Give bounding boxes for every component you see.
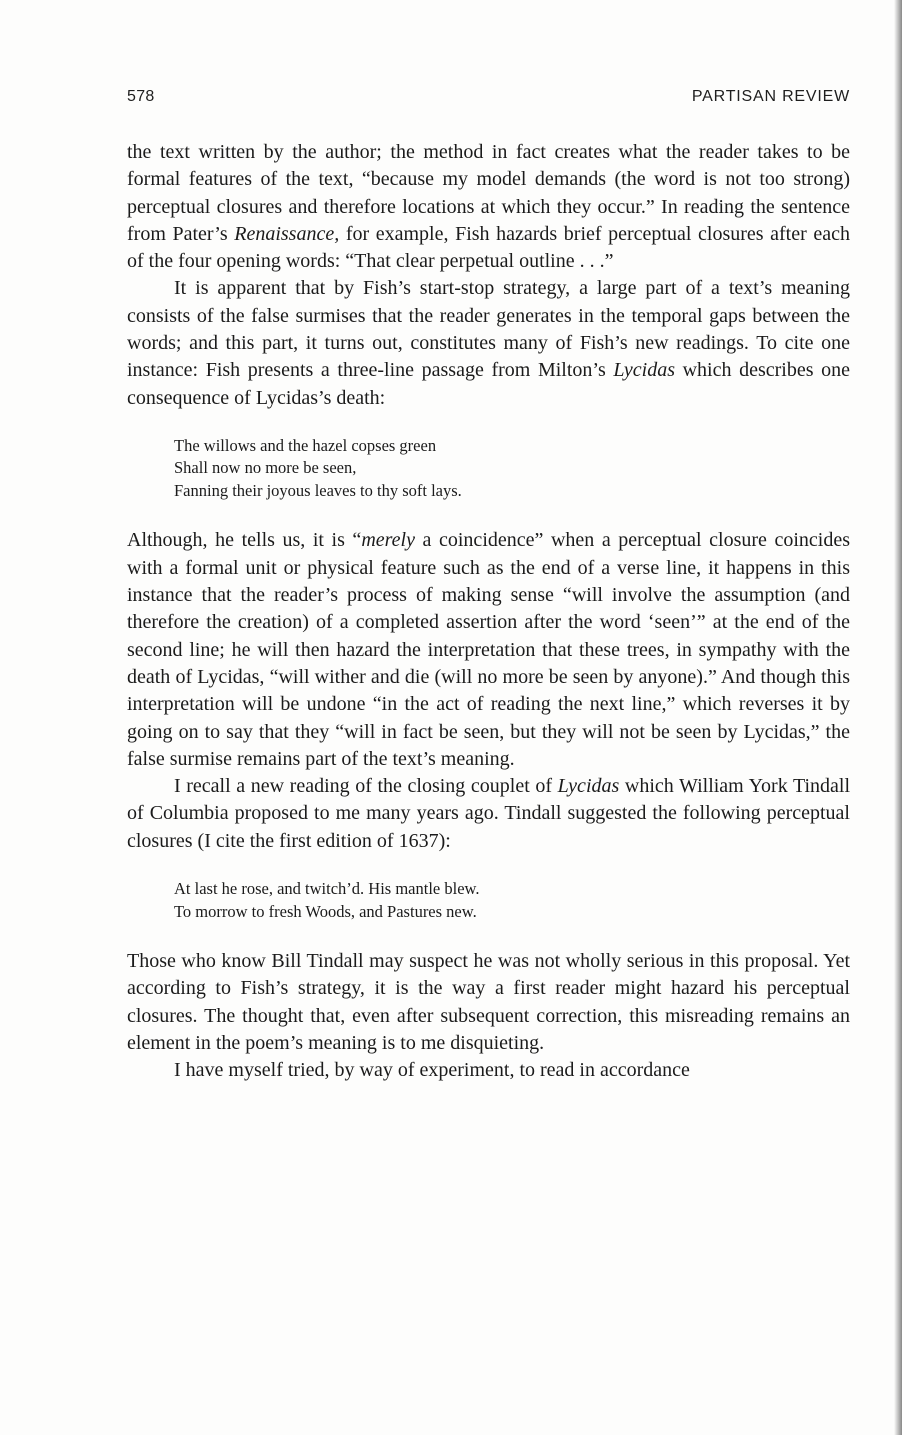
verse-quote-2 (174, 878, 850, 923)
verse-line: The willows and the hazel copses green (174, 435, 437, 455)
paragraph-1-text-cont: for example, Fish hazards brief perceptual closures after each of the four opening words: “That clear perpetual outline . . .” (127, 222, 851, 273)
page-header (127, 88, 850, 110)
paragraph-5-text: Those who know Bill Tindall may suspect he was not wholly serious in this proposal. Yet according to Fish’s strategy, it is the way a first reader might hazard his perceptual closures. The thought that, even after subsequent correction, this misreading remains an element in the poem’s meaning is to me disquieting. (127, 950, 850, 1054)
page-edge-shadow (894, 0, 902, 1435)
paragraph-5 (127, 948, 850, 1057)
paragraph-4 (127, 773, 850, 855)
paragraph-4-italic: Lycidas (557, 775, 620, 798)
paragraph-4-text-cont: which William York Tindall of Columbia proposed to me many years ago. Tindall suggested the following perceptual closures (I cite the first edition of 1637): (127, 775, 850, 852)
paragraph-2-text: It is apparent that by Fish’s start-stop strategy, a large part of a text’s meaning consists of the false surmises that the reader generates in the temporal gaps between the words; and this part, it turns out, constitutes many of Fish’s new readings. To cite one instance: Fish presents a three-line passage from Milton’s (127, 277, 850, 382)
body-text (127, 139, 850, 1085)
paragraph-3-italic: merely (361, 529, 415, 552)
verse-quote-1 (174, 435, 850, 503)
paragraph-1 (127, 139, 850, 275)
paragraph-2-text-cont: which describes one consequence of Lycidas’s death: (127, 359, 850, 409)
paragraph-4-text: I recall a new reading of the closing couplet of (174, 775, 558, 798)
paragraph-6-text: I have myself tried, by way of experiment, to read in accordance (174, 1059, 690, 1082)
verse-line: To morrow to fresh Woods, and Pastures new. (174, 901, 477, 921)
paragraph-2 (127, 275, 850, 411)
paragraph-6 (127, 1057, 850, 1084)
paragraph-3-text: Although, he tells us, it is “ (127, 529, 362, 552)
verse-line: At last he rose, and twitch’d. His mantle blew. (174, 879, 480, 899)
paragraph-3 (127, 527, 850, 773)
paragraph-3-text-cont: a coincidence” when a perceptual closure coincides with a formal unit or physical feature such as the end of a verse line, it happens in this instance that the reader’s process of making sense “will involve the assumption (and therefore the creation) of a completed assertion after the word ‘seen’” at the end of the second line; he will then hazard the interpretation that these trees, in sympathy with the death of Lycidas, “will wither and die (will no more be seen by anyone).” And though this interpretation will be undone “in the act of reading the next line,” which reverses it by going on to say that they “will in fact be seen, but they will not be seen by Lycidas,” the false surmise remains part of the text’s meaning. (127, 529, 850, 770)
paragraph-1-text: the text written by the author; the method in fact creates what the reader takes to be formal features of the text, “because my model demands (the word is not too strong) perceptual closures and therefore locations at which they occur.” In reading the sentence from Pater’s (127, 141, 850, 245)
running-head: PARTISAN REVIEW (691, 88, 850, 105)
verse-line: Shall now no more be seen, (174, 458, 357, 478)
page-number: 578 (127, 88, 155, 105)
paragraph-1-italic: Renaissance, (234, 222, 340, 245)
verse-line: Fanning their joyous leaves to thy soft lays. (174, 480, 462, 500)
paragraph-2-italic: Lycidas (613, 359, 675, 382)
